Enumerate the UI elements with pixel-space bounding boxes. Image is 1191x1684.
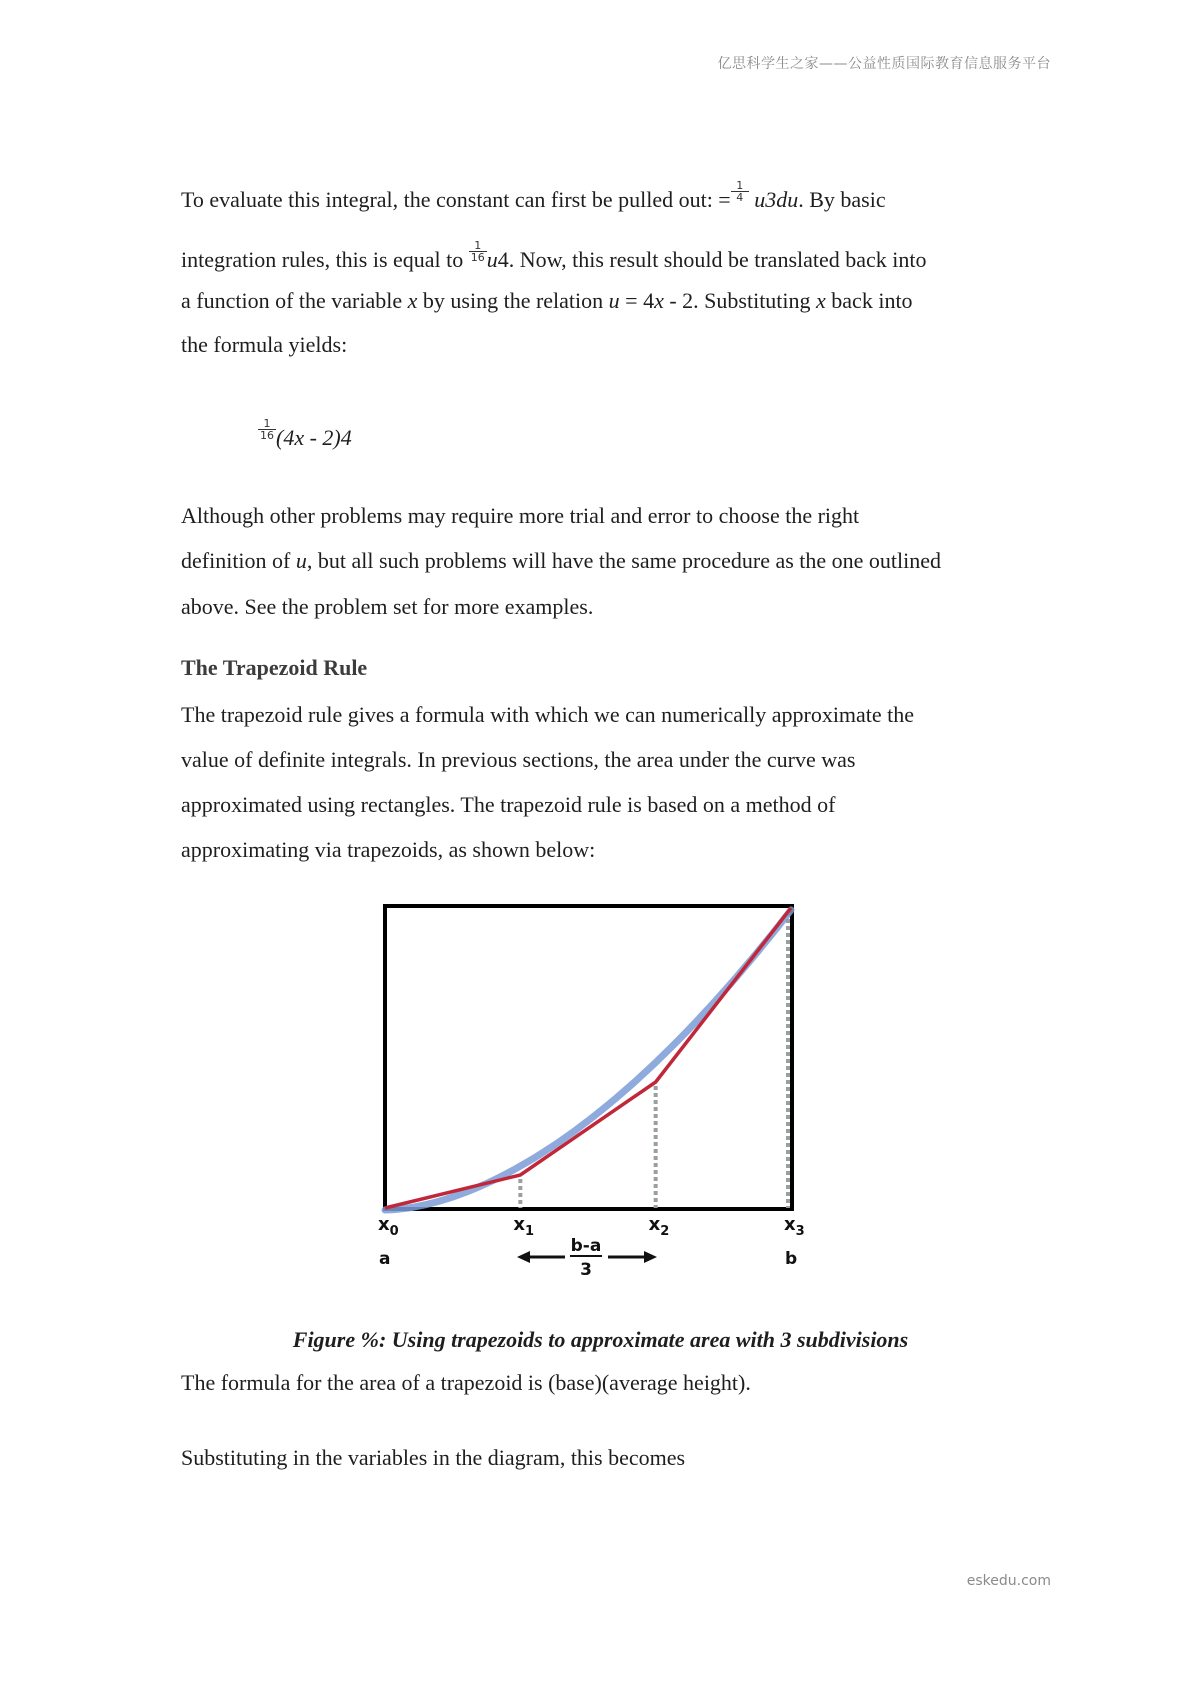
paragraph-line-7: above. See the problem set for more examples.	[181, 594, 594, 619]
paragraph-line-1	[181, 180, 886, 211]
math-expression: (4x - 2)4	[276, 425, 352, 450]
math-variable: x	[407, 288, 418, 313]
fraction-numerator: 1	[258, 418, 276, 430]
x-label-2: $x_2$	[648, 1214, 670, 1239]
text: . By basic	[798, 187, 886, 212]
paragraph-line-9: value of definite integrals. In previous sections, the area under the curve was	[181, 747, 856, 772]
fraction-denominator: 16	[260, 429, 274, 442]
text: 4. Now, this result should be translated back into	[497, 247, 927, 272]
paragraph-line-5: Although other problems may require more trial and error to choose the right	[181, 503, 860, 528]
paragraph-line-8: The trapezoid rule gives a formula with which we can numerically approximate the	[181, 702, 915, 727]
math-variable: x	[654, 288, 664, 313]
paragraph-line-12: The formula for the area of a trapezoid is (base)(average height).	[181, 1370, 751, 1395]
x-bound-label-0: a	[379, 1249, 391, 1269]
arrow-left-icon	[517, 1251, 530, 1263]
figure-frame	[385, 906, 792, 1209]
math-variable: u	[486, 247, 498, 272]
text: a function of the variable	[181, 288, 408, 313]
site-footer: eskedu.com	[966, 1573, 1051, 1589]
formula	[258, 418, 352, 449]
arrow-right-icon	[644, 1251, 657, 1263]
text: = 4	[619, 288, 655, 313]
paragraph-line-11: approximating via trapezoids, as shown below:	[181, 837, 596, 862]
math-variable: u	[295, 548, 307, 573]
width-denominator: 3	[580, 1260, 592, 1280]
paragraph-line-3	[181, 290, 913, 312]
text: - 2. Substituting	[663, 288, 817, 313]
section-heading: The Trapezoid Rule	[181, 655, 368, 680]
fraction-denominator: 4	[736, 191, 744, 204]
text: definition of	[181, 548, 296, 573]
fraction	[731, 180, 749, 203]
x-label-1: $x_1$	[513, 1214, 535, 1239]
paragraph-line-13: Substituting in the variables in the diagram, this becomes	[181, 1445, 686, 1470]
math-variable: u	[608, 288, 620, 313]
fraction	[258, 418, 276, 441]
text: integration rules, this is equal to	[181, 247, 469, 272]
text: To evaluate this integral, the constant can first be pulled out: =	[181, 187, 731, 212]
x-label-3: $x_3$	[784, 1214, 805, 1239]
trapezoid-figure	[370, 900, 820, 1280]
figure-caption: Figure %: Using trapezoids to approximate area with 3 subdivisions	[292, 1327, 909, 1352]
fraction-numerator: 1	[731, 180, 749, 192]
fraction-numerator: 1	[469, 240, 487, 252]
x-label-0: $x_0$	[378, 1214, 399, 1239]
paragraph-line-4: the formula yields:	[181, 332, 348, 357]
paragraph-line-10: approximated using rectangles. The trapezoid rule is based on a method of	[181, 792, 836, 817]
width-numerator: b-a	[570, 1236, 602, 1256]
paragraph-line-2	[181, 240, 927, 271]
fraction	[469, 240, 487, 263]
text: , but all such problems will have the same procedure as the one outlined	[306, 548, 942, 573]
text: back into	[825, 288, 913, 313]
width-indicator	[517, 1236, 657, 1280]
math-variable: x	[816, 288, 826, 313]
math-expression: u3du	[748, 187, 799, 212]
x-bound-label-3: b	[785, 1249, 798, 1269]
paragraph-line-6	[181, 550, 941, 572]
text: by using the relation	[417, 288, 609, 313]
site-header: 亿思科学生之家——公益性质国际教育信息服务平台	[717, 56, 1051, 72]
fraction-denominator: 16	[470, 251, 485, 264]
